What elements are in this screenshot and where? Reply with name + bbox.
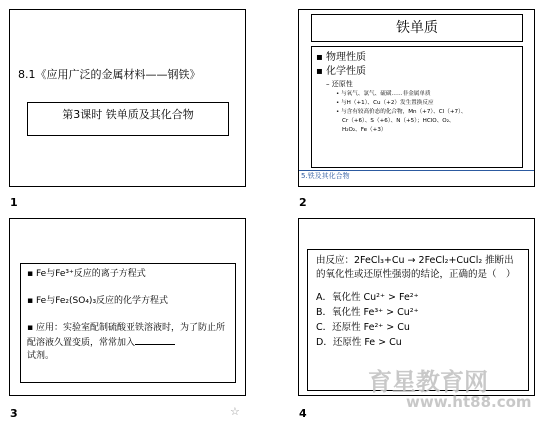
slide-1-title: 8.1《应用广泛的金属材料——钢铁》 — [18, 68, 201, 81]
bullet-item-nonmetals: • 与氧气、氯气、硫磺……非金属单质 — [316, 90, 518, 99]
application-tail: 试剂。 — [27, 351, 55, 361]
question-stem: 由反应：2FeCl₃+Cu → 2FeCl₂+CuCl₂ 推断出的氧化性或还原性强弱的结论，正确的是（ ） — [316, 255, 516, 280]
slide-3-content-box — [20, 263, 236, 383]
application-text: 应用：实验室配制硫酸亚铁溶液时，为了防止所配溶液久置变质，常常加入 — [27, 323, 225, 348]
bullet-item-oxidizers-line2: Cr（+6）、S（+6）、N（+5）；HClO、O₂、 — [342, 118, 455, 124]
question-ionic-equation: ▪ Fe与Fe³⁺反应的离子方程式 — [27, 268, 229, 281]
slide-2-title-box — [311, 14, 523, 42]
bullet-physical-properties: ▪ 物理性质 — [316, 51, 518, 65]
bullet-item-oxidizers-line1: • 与含有较高价态的化合物，Mn（+7）、Cl（+7）、 — [316, 108, 518, 117]
slide-2-content-box — [311, 46, 523, 168]
watermark-url: www.ht88.com — [406, 393, 532, 411]
option-b[interactable]: B．氧化性 Fe³⁺ > Cu²⁺ — [316, 307, 419, 318]
bullet-item-oxidizers-line3: H₂O₂、Fe（+3） — [342, 127, 387, 133]
question-chemical-equation: ▪ Fe与Fe₂(SO₄)₃反应的化学方程式 — [27, 295, 229, 308]
answer-blank[interactable] — [135, 335, 175, 345]
option-a[interactable]: A．氧化性 Cu²⁺ > Fe²⁺ — [316, 292, 419, 303]
slide-1-number: 1 — [10, 196, 18, 209]
option-d[interactable]: D．还原性 Fe > Cu — [316, 337, 402, 348]
slide-2-number: 2 — [299, 196, 307, 209]
star-icon: ☆ — [230, 405, 240, 418]
slide-3-number: 3 — [10, 407, 18, 420]
slide-2-footer: 5.铁及其化合物 — [299, 170, 534, 182]
slide-3[interactable] — [9, 218, 246, 396]
slide-2-title: 铁单质 — [396, 20, 438, 36]
watermark-logo-text: 育星教育网 — [368, 368, 488, 396]
bullet-reducing-property: – 还原性 — [316, 79, 518, 90]
slide-1-subtitle-box — [27, 102, 229, 136]
slide-1-subtitle: 第3课时 铁单质及其化合物 — [62, 108, 194, 121]
slide-4-number: 4 — [299, 407, 307, 420]
question-application — [27, 322, 229, 363]
bullet-chemical-properties: ▪ 化学性质 — [316, 65, 518, 79]
slide-2[interactable] — [298, 9, 535, 187]
bullet-item-displacement: • 与H（+1）、Cu（+2）发生置换反应 — [316, 99, 518, 108]
slide-1[interactable] — [9, 9, 246, 187]
option-c[interactable]: C．还原性 Fe²⁺ > Cu — [316, 322, 410, 333]
